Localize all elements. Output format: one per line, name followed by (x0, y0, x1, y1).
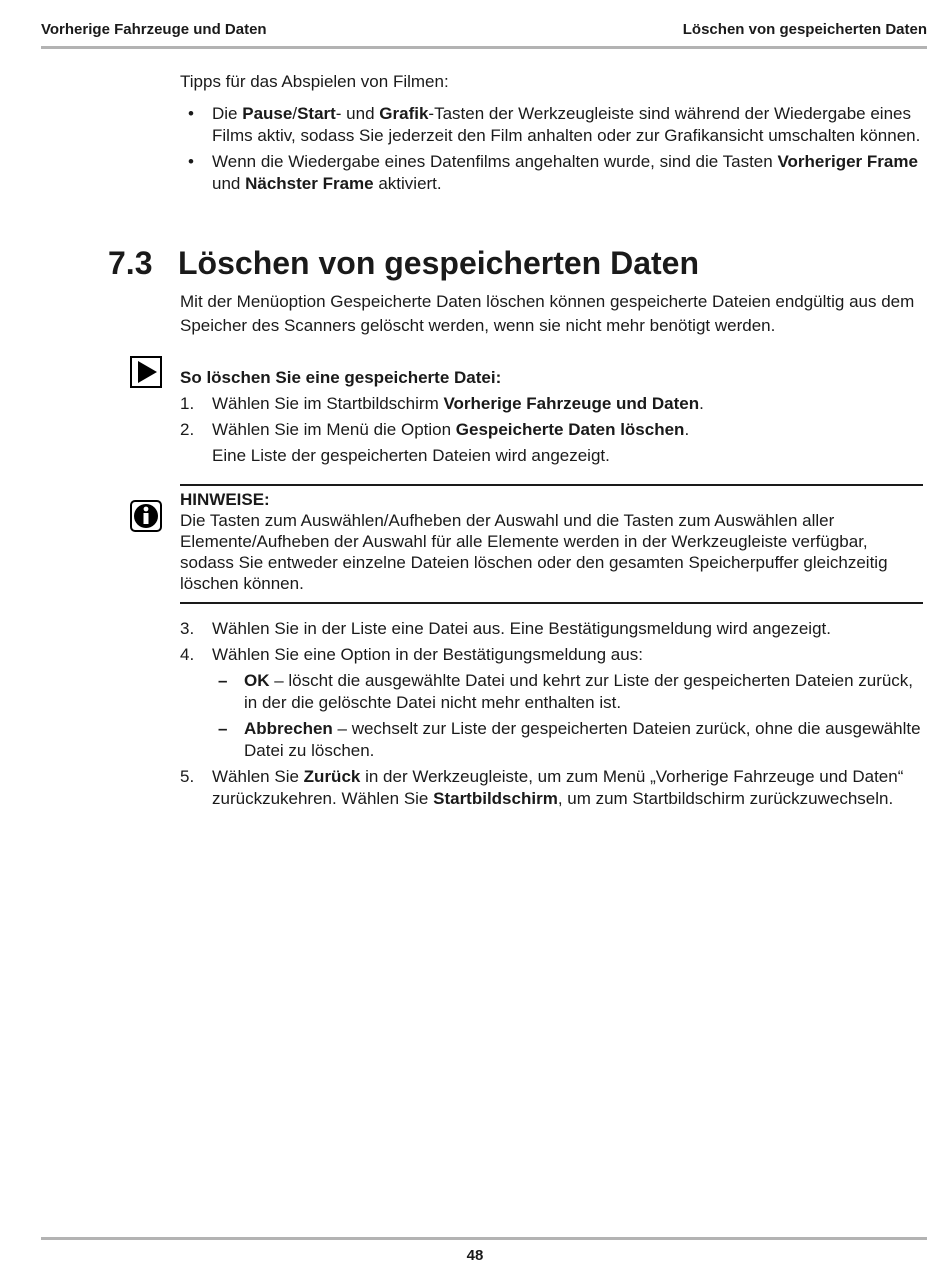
step-text: in der Werkzeugleiste, um zum Menü „Vorherige Fahrzeuge und Daten“ zurückzukehren. Wählen Sie (212, 767, 904, 808)
tip-text: -Tasten der Werkzeugleiste sind während der Wiedergabe eines Films aktiv, sodass Sie jederzeit den Film anhalten oder zur Grafikansicht umschalten können. (212, 104, 921, 145)
header-section-title: Löschen von gespeicherten Daten (682, 21, 927, 38)
tip-text: aktiviert. (373, 174, 442, 193)
tip-key-start: Start (297, 104, 336, 123)
step-number: 1. (180, 394, 195, 413)
section-number: 7.3 (108, 245, 153, 281)
tips-intro: Tipps für das Abspielen von Filmen: (180, 72, 449, 91)
option-text: – löscht die ausgewählte Datei und kehrt zur Liste der gespeicherten Dateien zurück, in der die gelöschte Datei nicht mehr enthalten ist. (244, 671, 914, 712)
step-item (180, 392, 926, 416)
bullet-icon: • (188, 152, 194, 171)
section-intro: Mit der Menüoption Gespeicherte Daten löschen können gespeicherte Dateien endgültig aus dem Speicher des Scanners gelöscht werden, wenn sie nicht mehr benötigt werden. (180, 292, 915, 335)
note-box (180, 484, 923, 604)
option-cancel (180, 718, 926, 762)
header-chapter-title: Vorherige Fahrzeuge und Daten (41, 21, 267, 38)
step-result: Eine Liste der gespeicherten Dateien wird angezeigt. (212, 446, 610, 465)
tip-text: - und (335, 104, 380, 123)
step-text: Wählen Sie eine Option in der Bestätigungsmeldung aus: (212, 645, 643, 664)
option-list (180, 670, 926, 762)
step-item (180, 618, 926, 640)
section-title: Löschen von gespeicherten Daten (178, 245, 700, 281)
step-text: Wählen Sie (212, 767, 304, 786)
tip-text: Die (212, 104, 243, 123)
note-text: Die Tasten zum Auswählen/Aufheben der Auswahl und die Tasten zum Auswählen aller Elemente/Aufheben der Auswahl für alle Elemente werden in der Werkzeugleiste verfügbar, sodass Sie entweder einzelne Dateien löschen oder den gesamten Speicherpuffer gleichzeitig löschen können. (180, 511, 888, 593)
step-item (180, 418, 926, 442)
bullet-icon: • (188, 104, 194, 123)
tip-key-pause: Pause (242, 104, 293, 123)
info-icon (130, 500, 162, 532)
dash-marker: – (218, 719, 228, 738)
step-menu-ref: Vorherige Fahrzeuge und Daten (443, 394, 700, 413)
step-item (180, 766, 926, 810)
page-header (41, 18, 927, 49)
tip-text: / (292, 104, 298, 123)
step-number: 2. (180, 420, 195, 439)
tip-text: Wenn die Wiedergabe eines Datenfilms angehalten wurde, sind die Tasten (212, 152, 778, 171)
play-arrow-icon (130, 356, 162, 388)
option-ok (180, 670, 926, 714)
tip-text: und (212, 174, 246, 193)
tip-key-prev-frame: Vorheriger Frame (777, 152, 918, 171)
option-text: – wechselt zur Liste der gespeicherten Dateien zurück, ohne die ausgewählte Datei zu löschen. (244, 719, 921, 760)
step-text: Wählen Sie im Menü die Option (212, 420, 456, 439)
section-heading (108, 243, 699, 283)
tip-key-grafik: Grafik (379, 104, 429, 123)
step-number: 4. (180, 645, 195, 664)
tip-item (180, 151, 924, 195)
procedure-steps-continued (180, 616, 926, 814)
step-text: . (684, 420, 690, 439)
option-label: OK (244, 671, 270, 690)
note-label: HINWEISE: (180, 490, 270, 509)
footer-divider (41, 1237, 927, 1240)
dash-marker: – (218, 671, 228, 690)
tips-list (180, 103, 924, 195)
step-button-ref: Startbildschirm (433, 789, 558, 808)
step-text: Wählen Sie in der Liste eine Datei aus. Eine Bestätigungsmeldung wird angezeigt. (212, 619, 831, 638)
step-text: , um zum Startbildschirm zurückzuwechseln. (557, 789, 894, 808)
step-number: 3. (180, 619, 195, 638)
step-item (180, 644, 926, 666)
tips-block (180, 71, 924, 199)
step-text: Wählen Sie im Startbildschirm (212, 394, 444, 413)
procedure-steps (180, 366, 926, 468)
option-label: Abbrechen (244, 719, 333, 738)
procedure-title: So löschen Sie eine gespeicherte Datei: (180, 368, 502, 387)
page-number: 48 (466, 1247, 484, 1264)
tip-key-next-frame: Nächster Frame (245, 174, 374, 193)
step-button-ref: Zurück (303, 767, 361, 786)
tip-item (180, 103, 924, 147)
step-menu-ref: Gespeicherte Daten löschen (455, 420, 685, 439)
step-text: . (699, 394, 704, 413)
step-number: 5. (180, 767, 195, 786)
